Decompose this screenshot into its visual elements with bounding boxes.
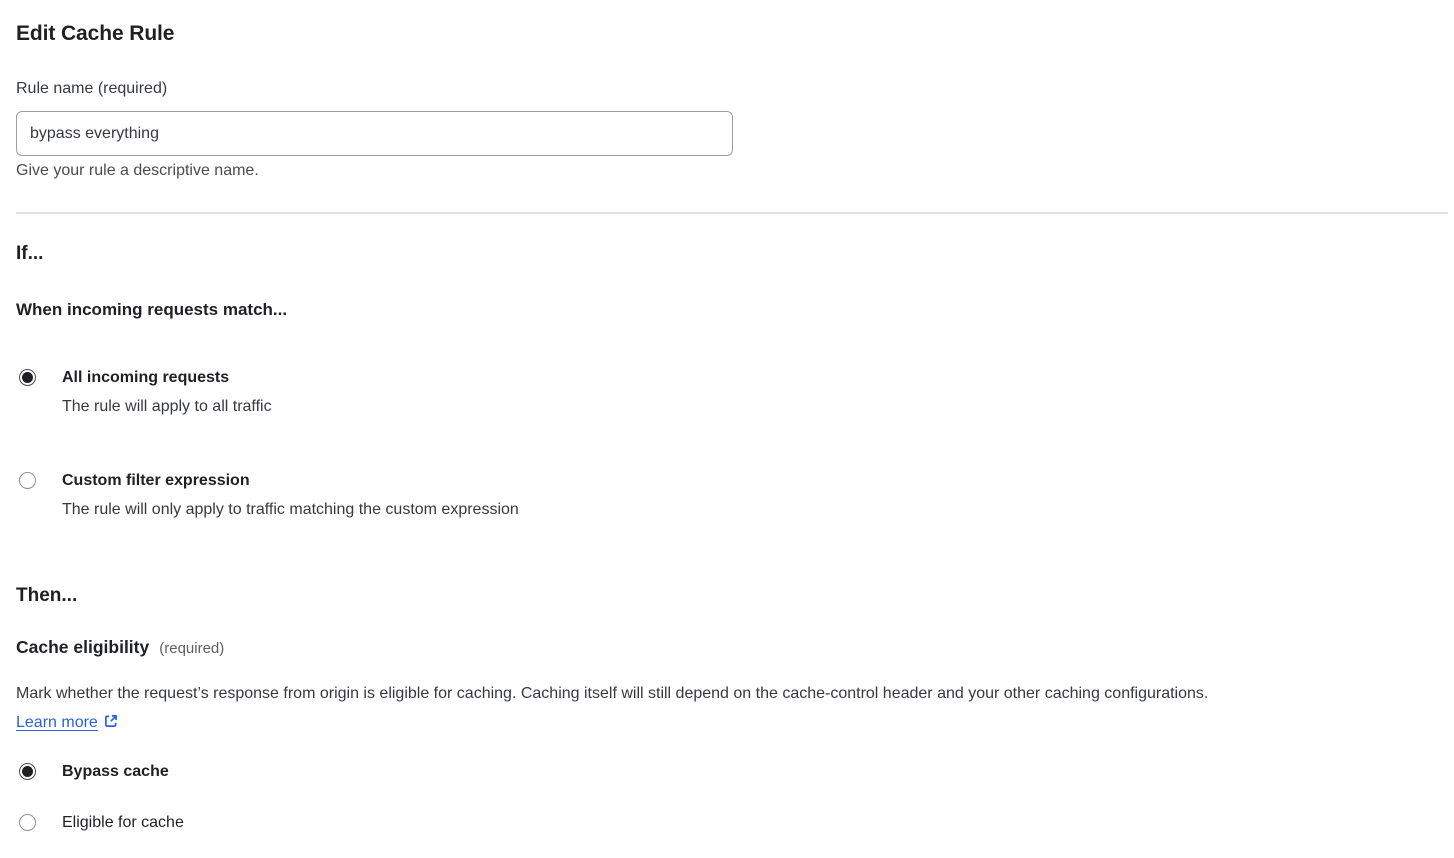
radio-option-bypass-cache[interactable]: [19, 761, 169, 783]
radio-option-label: Eligible for cache: [62, 814, 184, 831]
cache-eligibility-required-note: (required): [159, 640, 225, 657]
learn-more-label: Learn more: [16, 714, 98, 731]
cache-eligibility-description: [16, 679, 1296, 737]
external-link-icon: [103, 713, 119, 729]
if-heading: If...: [16, 243, 44, 264]
radio-option-label: Custom filter expression: [62, 472, 250, 489]
rule-name-input[interactable]: [16, 111, 733, 156]
radio-option-description: The rule will only apply to traffic matching the custom expression: [62, 501, 519, 518]
radio-button-checked-icon[interactable]: [19, 763, 36, 780]
radio-option-label: Bypass cache: [62, 763, 169, 780]
section-divider: [16, 212, 1448, 214]
cache-eligibility-label-row: [16, 637, 224, 658]
rule-name-label: Rule name (required): [16, 80, 168, 97]
radio-option-description: The rule will apply to all traffic: [62, 398, 272, 415]
cache-eligibility-description-text: Mark whether the request’s response from origin is eligible for caching. Caching itself will still depend on the cache-control header and your other caching configurations.: [16, 685, 1209, 702]
radio-option-custom-filter-expression[interactable]: [19, 470, 519, 521]
radio-button-unchecked-icon[interactable]: [19, 814, 36, 831]
learn-more-link[interactable]: [16, 714, 119, 731]
rule-name-helper: Give your rule a descriptive name.: [16, 162, 259, 179]
radio-option-eligible-for-cache[interactable]: [19, 812, 184, 834]
page-title: Edit Cache Rule: [16, 22, 175, 45]
radio-button-unchecked-icon[interactable]: [19, 472, 36, 489]
request-match-subheading: When incoming requests match...: [16, 300, 288, 319]
radio-button-checked-icon[interactable]: [19, 369, 36, 386]
radio-option-all-incoming-requests[interactable]: [19, 367, 272, 418]
radio-option-label: All incoming requests: [62, 369, 230, 386]
cache-eligibility-label: Cache eligibility: [16, 637, 150, 657]
then-heading: Then...: [16, 585, 78, 606]
